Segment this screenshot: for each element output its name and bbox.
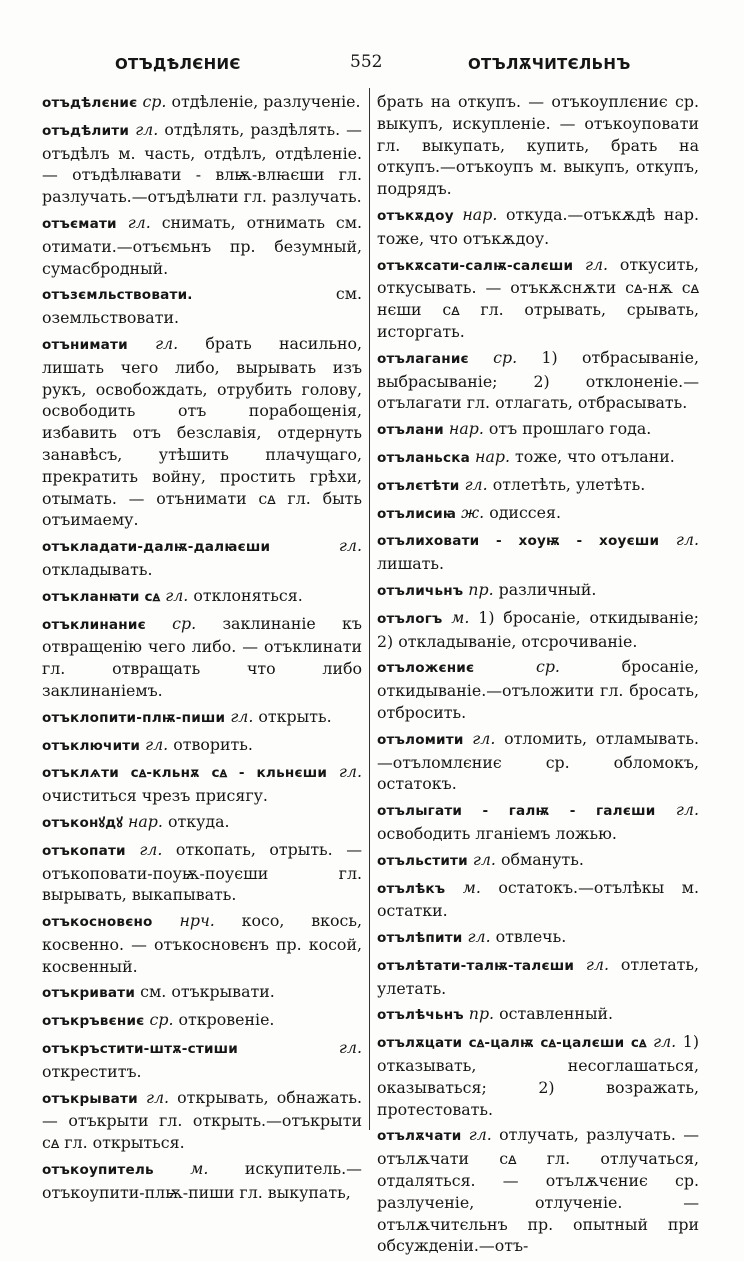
dictionary-entry	[42, 706, 362, 730]
dictionary-entry	[377, 954, 699, 1000]
entry-definition: отворить.	[173, 734, 253, 754]
entry-grammar-label: гл.	[675, 800, 699, 820]
entry-definition: остатокъ.—отълѣкы м. остатки.	[377, 877, 699, 921]
entry-grammar-label: ср.	[149, 1010, 174, 1030]
entry-definition: одиссея.	[489, 502, 561, 522]
entry-headword: отъложєниє	[377, 660, 475, 677]
entry-grammar-label: гл.	[338, 536, 362, 556]
entry-headword: отълаганиє	[377, 350, 469, 367]
entry-headword: отъломити	[377, 731, 464, 748]
dictionary-entry	[42, 811, 362, 835]
entry-grammar-label: гл.	[145, 1087, 170, 1107]
entry-headword: отълисиꙗ	[377, 505, 457, 522]
entry-grammar-label: гл.	[139, 839, 163, 859]
entry-definition: освободить лганіемъ ложью.	[377, 823, 617, 843]
entry-definition: обмануть.	[501, 849, 584, 869]
dictionary-entry	[377, 799, 699, 845]
entry-definition: снимать, отнимать см. отимати.—отъємьнъ пр. безумный, сумасбродный.	[42, 212, 362, 278]
entry-headword: отъкѫдоу	[377, 207, 454, 224]
entry-grammar-label: гл.	[467, 927, 491, 947]
entry-definition: отлетѣть, улетѣть.	[492, 474, 646, 494]
entry-definition: лишать.	[377, 554, 445, 574]
dictionary-entry	[377, 204, 699, 250]
entry-definition: оставленный.	[499, 1004, 614, 1024]
dictionary-entry	[377, 579, 699, 603]
entry-headword: отълѣтати-талѭ-талєши	[377, 957, 575, 974]
dictionary-entry	[377, 254, 699, 343]
entry-definition: отвлечь.	[495, 927, 567, 947]
entry-headword: отъємати	[42, 215, 117, 232]
entry-headword: отълыгати - галѭ - галєши	[377, 803, 656, 820]
page-number: 552	[350, 52, 383, 72]
entry-definition: различный.	[498, 579, 597, 599]
dictionary-entry	[42, 1158, 362, 1204]
entry-definition: откуда.	[167, 811, 230, 831]
dictionary-entry	[377, 474, 699, 498]
entry-grammar-label: м.	[190, 1159, 209, 1179]
dictionary-entry	[42, 212, 362, 279]
entry-headword: отъклинаниє	[42, 616, 146, 633]
entry-grammar-label: нар.	[462, 204, 498, 224]
entry-definition: открывать, обнажать. — отъкрыти гл. открыть.—отъкрыти сꙙ гл. открыться.	[42, 1087, 362, 1153]
entry-grammar-label: ср.	[493, 347, 518, 367]
dictionary-entry	[42, 1009, 362, 1033]
entry-definition: отлетать, улетать.	[377, 954, 699, 998]
dictionary-entry	[377, 347, 699, 414]
entry-headword: отъкръстити-штѫ-стиши	[42, 1041, 239, 1058]
entry-headword: отъличьнъ	[377, 582, 464, 599]
dictionary-entry	[377, 1031, 699, 1120]
entry-headword: отъльстити	[377, 852, 468, 869]
entry-grammar-label: гл.	[468, 1125, 492, 1145]
dictionary-entry	[377, 1003, 699, 1027]
entry-headword: отълиховати - хоуѭ - хоуєши	[377, 533, 660, 550]
entry-definition: очиститься чрезъ присягу.	[42, 786, 268, 806]
entry-headword: отъкладати-далѭ-далꙗєши	[42, 539, 271, 556]
entry-headword: отъдѣлєниє	[42, 95, 138, 111]
entry-definition: см. отъкрывати.	[140, 982, 275, 1002]
entry-grammar-label: ср.	[142, 92, 167, 111]
entry-definition: тоже, что отълани.	[515, 446, 675, 466]
right-column	[377, 91, 699, 1261]
entry-headword: отъкрывати	[42, 1090, 138, 1107]
dictionary-entry	[42, 1087, 362, 1154]
entry-grammar-label: нар.	[448, 419, 484, 439]
entry-headword: отъкопати	[42, 842, 126, 859]
dictionary-entry	[42, 535, 362, 581]
dictionary-entry	[377, 656, 699, 723]
entry-grammar-label: пр.	[468, 1004, 495, 1024]
entry-grammar-label: м.	[451, 607, 470, 627]
dictionary-entry	[42, 981, 362, 1005]
entry-grammar-label: гл.	[127, 212, 151, 232]
entry-headword: отъклѧти сꙙ-кльнѫ сꙙ - кльнєши	[42, 765, 328, 782]
entry-grammar-label: гл.	[135, 119, 159, 139]
dictionary-entry	[42, 910, 362, 977]
entry-grammar-label: гл.	[338, 762, 362, 782]
entry-definition: откровеніе.	[178, 1010, 275, 1030]
entry-headword: отълѣпити	[377, 930, 463, 947]
entry-definition: отломить, отламывать. —отъломлєниє ср. обломокъ, остатокъ.	[377, 728, 700, 794]
running-head-left: ОТЪДѢЛЄНИЄ	[115, 55, 241, 73]
entry-definition: отклоняться.	[193, 585, 303, 605]
entry-grammar-label: гл.	[472, 849, 496, 869]
entry-definition: откуда.—отъкѫдѣ нар. тоже, что отъкѫдоу.	[377, 204, 699, 248]
entry-headword: отъкосновєно	[42, 914, 153, 931]
entry-headword: отъкръвєниє	[42, 1013, 145, 1030]
page-header	[0, 0, 744, 86]
entry-headword: отънимати	[42, 336, 128, 353]
entry-definition: см. оземльствовати.	[42, 284, 362, 328]
dictionary-entry	[377, 607, 699, 653]
entry-headword: отъкоупитель	[42, 1162, 154, 1179]
left-column	[42, 91, 362, 1208]
entry-definition: брать на откупъ. — отъкоуплєниє ср. выкупъ, искупленіе. — отъкоуповати гл. выкупать, купить, брать на откупъ.—отъкоупъ м. выкупъ, откупъ, подрядъ.	[377, 92, 699, 199]
entry-definition: отдѣлять, раздѣлять. — отъдѣлъ м. часть, отдѣлъ, отдѣленіе. — отъдѣлꙗвати - влѭ-влꙗєши гл. разлучать.—отъдѣлꙗти гл. разлучать.	[42, 119, 362, 207]
entry-definition: откреститъ.	[42, 1061, 142, 1081]
entry-headword: отъкривати	[42, 985, 136, 1002]
entry-headword: отъланьска	[377, 449, 471, 466]
entry-grammar-label: гл.	[155, 333, 179, 353]
entry-definition: откопать, отрыть. — отъкоповати-поуѭ-поуєши гл. вырывать, выкапывать.	[42, 839, 362, 905]
running-head-right: ОТЪЛѪЧИТЄЛЬНЪ	[468, 55, 631, 73]
entry-headword: отъзємльствовати.	[42, 287, 193, 304]
entry-definition: бросаніе, откидываніе.—отъложити гл. бросать, отбросить.	[377, 657, 699, 722]
entry-headword: отълѣчьнъ	[377, 1007, 464, 1024]
entry-definition: 1) отбрасываніе, выбрасываніе; 2) отклоненіе.—отълагати гл. отлагать, отбрасывать.	[377, 347, 699, 413]
entry-headword: отъклопити-плѭ-пиши	[42, 709, 226, 726]
entry-headword: отъдѣлити	[42, 122, 130, 139]
dictionary-entry	[42, 1037, 362, 1083]
dictionary-entry	[42, 613, 362, 702]
dictionary-entry	[377, 91, 699, 200]
entry-headword: отъконꙋдꙋ	[42, 814, 123, 831]
dictionary-entry	[377, 849, 699, 873]
dictionary-entry	[377, 418, 699, 442]
entry-headword: отъкланꙗти сꙙ	[42, 588, 161, 605]
entry-definition: отлучать, разлучать. —отълѫчати сꙙ гл. отлучаться, отдаляться. — отълѫчєниє ср. разлученіе, отлученіе. — отълѫчитєльнъ пр. опытный при обсужденіи.—отъ-	[377, 1125, 699, 1256]
entry-definition: откусить, откусывать. — отъкѫснѫти сꙙ-нѫ сꙙ нєши сꙙ гл. отрывать, срывать, исторгать.	[377, 254, 699, 341]
entry-definition: 1) отказывать, несоглашаться, оказываться; 2) возражать, протестовать.	[377, 1032, 699, 1119]
entry-grammar-label: ср.	[172, 613, 197, 633]
entry-definition: заклинаніе къ отвращенію чего либо. — отъклинати гл. отвращать что либо заклинаніемъ.	[42, 613, 362, 700]
dictionary-entry	[42, 839, 362, 906]
entry-headword: отълєтѣти	[377, 477, 460, 494]
dictionary-entry	[377, 529, 699, 575]
entry-headword: отълогъ	[377, 610, 443, 627]
entry-grammar-label: гл.	[653, 1032, 677, 1052]
entry-grammar-label: нар.	[127, 811, 163, 831]
entry-headword: отъключити	[42, 737, 141, 754]
dictionary-entry	[377, 446, 699, 470]
entry-definition: 1) бросаніе, откидываніе; 2) откладываніе, отсрочиваніе.	[377, 607, 700, 651]
entry-definition: откладывать.	[42, 559, 153, 579]
entry-grammar-label: м.	[462, 877, 481, 897]
entry-headword: отълани	[377, 422, 444, 439]
entry-grammar-label: гл.	[464, 474, 488, 494]
entry-headword: отъкѫсати-салѭ-салєши	[377, 257, 574, 274]
dictionary-entry	[377, 926, 699, 950]
entry-definition: косо, вкось, косвенно. — отъкосновєнъ пр. косой, косвенный.	[42, 911, 362, 976]
dictionary-entry	[377, 877, 699, 923]
entry-headword: отълѣкъ	[377, 880, 446, 897]
dictionary-entry	[377, 502, 699, 526]
dictionary-entry	[42, 585, 362, 609]
entry-grammar-label: ср.	[535, 657, 560, 677]
entry-grammar-label: гл.	[584, 254, 609, 274]
entry-definition: открыть.	[258, 706, 332, 726]
entry-grammar-label: гл.	[230, 706, 254, 726]
entry-grammar-label: нар.	[475, 446, 511, 466]
entry-grammar-label: пр.	[468, 579, 494, 599]
entry-headword: отълѫцати сꙙ-цалѭ сꙙ-цалєши сꙙ	[377, 1035, 647, 1052]
dictionary-entry	[42, 119, 362, 208]
dictionary-entry	[42, 734, 362, 758]
entry-grammar-label: гл.	[585, 954, 609, 974]
entry-definition: отъ прошлаго года.	[488, 419, 652, 439]
entry-grammar-label: нрч.	[179, 911, 215, 931]
dictionary-entry	[42, 333, 362, 531]
entry-definition: искупитель.—отъкоупити-плѭ-пиши гл. выкупать,	[42, 1159, 362, 1202]
entry-headword: отълѫчати	[377, 1128, 462, 1145]
dictionary-entry	[42, 91, 362, 115]
entry-definition: брать насильно, лишать чего либо, вырывать изъ рукъ, освобождать, отрубить голову, освободить отъ порабощенія, избавить отъ безславія, отдернуть занавѣсъ, утѣшить плачущаго, прекратить войну, простить грѣхи, отымать. — отънимати сꙙ гл. быть отъимаему.	[42, 333, 363, 530]
entry-grammar-label: ж.	[461, 502, 485, 522]
dictionary-entry	[42, 761, 362, 807]
entry-grammar-label: гл.	[338, 1038, 362, 1058]
column-divider	[369, 88, 370, 1130]
entry-grammar-label: гл.	[675, 530, 699, 550]
dictionary-entry	[377, 728, 699, 795]
entry-grammar-label: гл.	[472, 728, 496, 748]
entry-definition: отдѣленіе, разлученіе.	[171, 92, 361, 111]
dictionary-entry	[42, 283, 362, 329]
dictionary-entry	[377, 1124, 699, 1257]
entry-grammar-label: гл.	[145, 734, 169, 754]
entry-grammar-label: гл.	[165, 585, 189, 605]
